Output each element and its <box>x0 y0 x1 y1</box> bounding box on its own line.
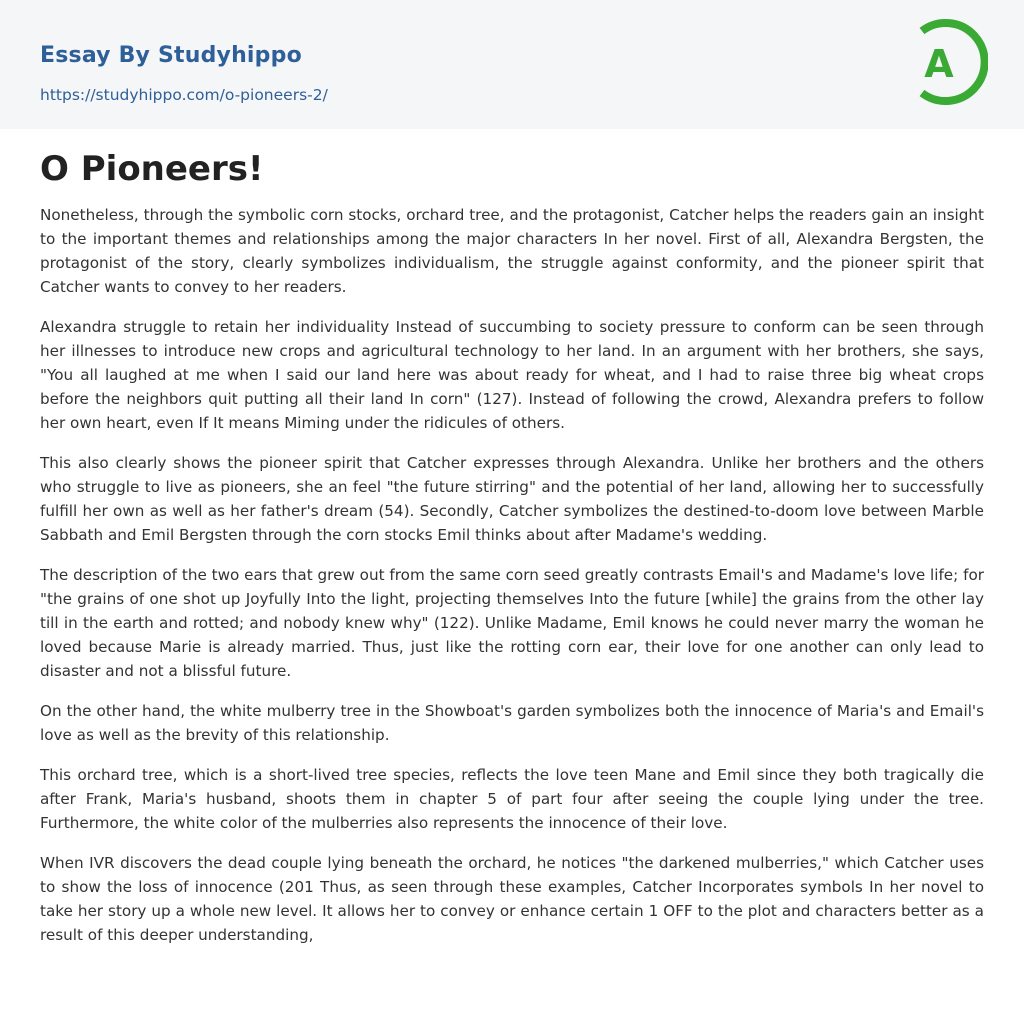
essay-paragraph: On the other hand, the white mulberry tree in the Showboat's garden symbolizes both the innocence of Maria's and Email's love as well as the brevity of this relationship. <box>40 702 984 744</box>
essay-paragraph: The description of the two ears that grew out from the same corn seed greatly contrasts Email's and Madame's love life; for "the grains of one shot up Joyfully Into the light, projecting themselves Into the future [while] the grains from the other lay till in the earth and rotted; and nobody knew why" (122). Unlike Madame, Emil knows he could never marry the woman he loved because Marie is already married. Thus, just like the rotting corn ear, their love for one another can only lead to disaster and not a blissful future. <box>40 566 984 680</box>
essay-paragraph: This also clearly shows the pioneer spirit that Catcher expresses through Alexandra. Unlike her brothers and the others who struggle to live as pioneers, she an feel "the future stirring" and the potential of her land, allowing her to successfully fulfill her own as well as her father's dream (54). Secondly, Catcher symbolizes the destined-to-doom love between Marble Sabbath and Emil Bergsten through the corn stocks Emil thinks about after Madame's wedding. <box>40 454 984 544</box>
essay-paragraph: Nonetheless, through the symbolic corn stocks, orchard tree, and the protagonist, Catcher helps the readers gain an insight to the important themes and relationships among the major characters In her novel. First of all, Alexandra Bergsten, the protagonist of the story, clearly symbolizes individualism, the struggle against conformity, and the pioneer spirit that Catcher wants to convey to her readers. <box>40 206 984 296</box>
essay-paragraph: This orchard tree, which is a short-lived tree species, reflects the love teen Mane and Emil since they both tragically die after Frank, Maria's husband, shoots them in chapter 5 of part four after seeing the couple lying under the tree. Furthermore, the white color of the mulberries also represents the innocence of their love. <box>40 766 984 832</box>
studyhippo-logo-icon[interactable] <box>910 18 988 106</box>
essay-paragraph: When IVR discovers the dead couple lying beneath the orchard, he notices "the darkened mulberries," which Catcher uses to show the loss of innocence (201 Thus, as seen through these examples, Catcher Incorporates symbols In her novel to take her story up a whole new level. It allows her to convey or enhance certain 1 OFF to the plot and characters better as a result of this deeper understanding, <box>40 854 984 944</box>
essay-title: O Pioneers! <box>40 149 264 189</box>
essay-content <box>0 147 1024 947</box>
site-header <box>0 0 1024 129</box>
logo-letter: A <box>924 42 954 86</box>
brand-title: Essay By Studyhippo <box>40 43 302 68</box>
essay-paragraph: Alexandra struggle to retain her individuality Instead of succumbing to society pressure to conform can be seen through her illnesses to introduce new crops and agricultural technology to her land. In an argument with her brothers, she says, "You all laughed at me when I said our land here was about ready for wheat, and I had to raise three big wheat crops before the neighbors quit putting all their land In corn" (127). Instead of following the crowd, Alexandra prefers to follow her own heart, even If It means Miming under the ridicules of others. <box>40 318 984 432</box>
page-url-link[interactable]: https://studyhippo.com/o-pioneers-2/ <box>40 86 328 104</box>
